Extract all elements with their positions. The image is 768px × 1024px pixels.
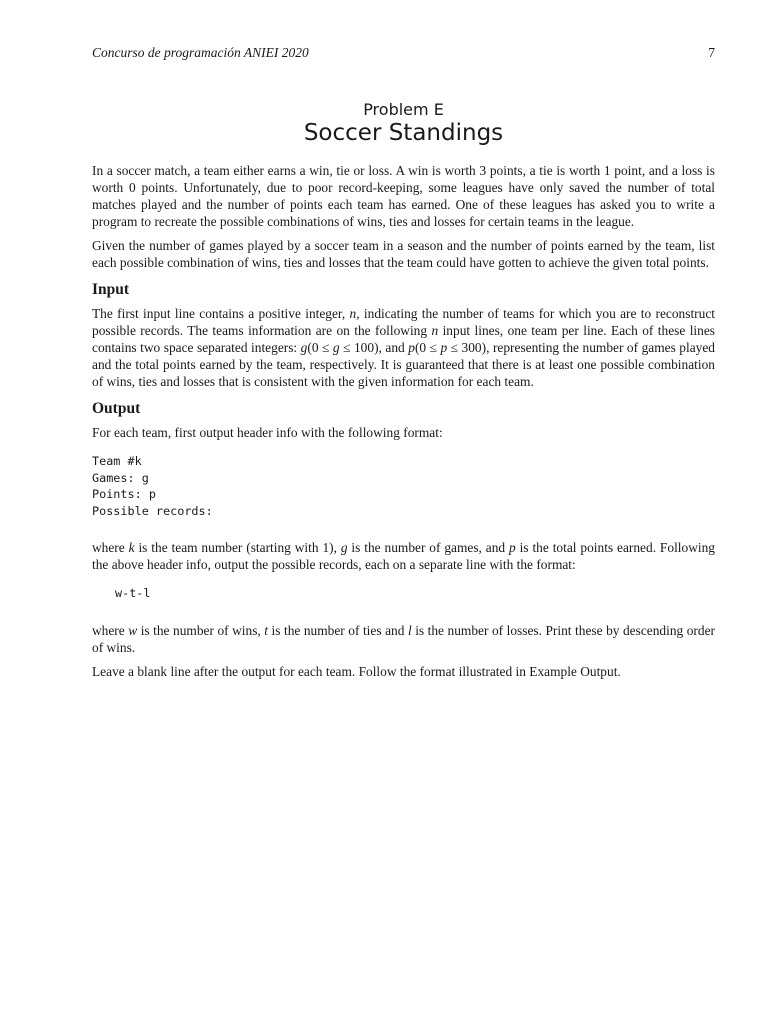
input-text-4: representing the number of games played and the total points earned by the team, respectively. It is guaranteed that there is at least one possible combination of wins, ties and losses that is consistent with the given information for each team. xyxy=(92,340,716,389)
var-g-2: g xyxy=(332,340,340,355)
code-line: Games: g xyxy=(92,470,149,485)
problem-title: Soccer Standings xyxy=(303,120,504,146)
g-range-open: (0 ≤ xyxy=(307,340,333,355)
output-text-3d: is the number of losses. Print these by descending order of wins. xyxy=(92,622,715,655)
g-range-close: ≤ 100), and xyxy=(339,340,409,355)
output-heading: Output xyxy=(92,400,141,417)
var-p-out: p xyxy=(509,540,516,555)
output-text-3b: is the number of wins, xyxy=(137,622,265,638)
intro-paragraph-1: In a soccer match, a team either earns a win, tie or loss. A win is worth 3 points, a tie is worth 1 point, and a loss is worth 0 points. Unfortunately, due to poor record-keeping, some leagues have only saved the number of total matches played and the number of points each team has earned. One of these leagues has asked you to write a program to recreate the possible combinations of wins, ties and losses for certain teams in the league. xyxy=(92,163,715,229)
input-text-3: input lines, one team per line. Each of these lines contains two space separated integers: xyxy=(92,323,715,355)
output-text-d: is the total points earned. Following the above header info, output the possible records, each on a separate line with the format: xyxy=(92,540,715,572)
header-format-code xyxy=(92,453,715,519)
output-text-c: is the number of games, and xyxy=(347,540,510,555)
problem-label: Problem E xyxy=(363,100,444,119)
var-p: p xyxy=(408,340,415,355)
var-n-2: n xyxy=(431,323,439,338)
var-l: l xyxy=(407,622,412,638)
code-line: Team #k xyxy=(92,454,142,468)
page-number: 7 xyxy=(708,45,715,60)
var-p-2: p xyxy=(440,340,448,355)
var-k: k xyxy=(128,540,135,555)
var-w: w xyxy=(128,622,138,638)
input-text-1: The first input line contains a positive integer, xyxy=(92,306,350,321)
running-title: Concurso de programación ANIEI 2020 xyxy=(92,45,309,60)
var-n: n xyxy=(349,306,357,321)
code-line: Points: p xyxy=(92,487,156,501)
p-range-open: (0 ≤ xyxy=(414,340,441,355)
output-text-b: is the team number (starting with 1), xyxy=(134,540,341,555)
input-text-2: , indicating the number of teams for which you are to reconstruct possible records. The teams information are on the following xyxy=(92,306,715,338)
input-paragraph xyxy=(92,305,715,390)
intro-paragraph-2: Given the number of games played by a soccer team in a season and the number of points earned by the team, list each possible combination of wins, ties and losses that the team could have gotten to achieve the given total points. xyxy=(92,238,715,270)
document-page xyxy=(92,0,715,1024)
var-g-out: g xyxy=(340,540,348,555)
p-range-close: ≤ 300), xyxy=(447,340,490,355)
output-text-a: where xyxy=(92,540,129,555)
code-line: Possible records: xyxy=(92,503,213,518)
var-t: t xyxy=(264,622,269,638)
running-header xyxy=(92,45,715,63)
output-paragraph-1: For each team, first output header info with the following format: xyxy=(92,425,443,440)
output-text-3a: where xyxy=(92,622,129,638)
output-paragraph-2 xyxy=(92,539,715,573)
problem-statement xyxy=(92,162,715,687)
output-paragraph-3 xyxy=(92,622,715,656)
var-g: g xyxy=(300,340,308,355)
input-heading: Input xyxy=(92,281,130,298)
output-text-3c: is the number of ties and xyxy=(268,622,408,638)
record-format-code: w-t-l xyxy=(115,586,151,600)
output-paragraph-4: Leave a blank line after the output for each team. Follow the format illustrated in Example Output. xyxy=(92,663,621,679)
